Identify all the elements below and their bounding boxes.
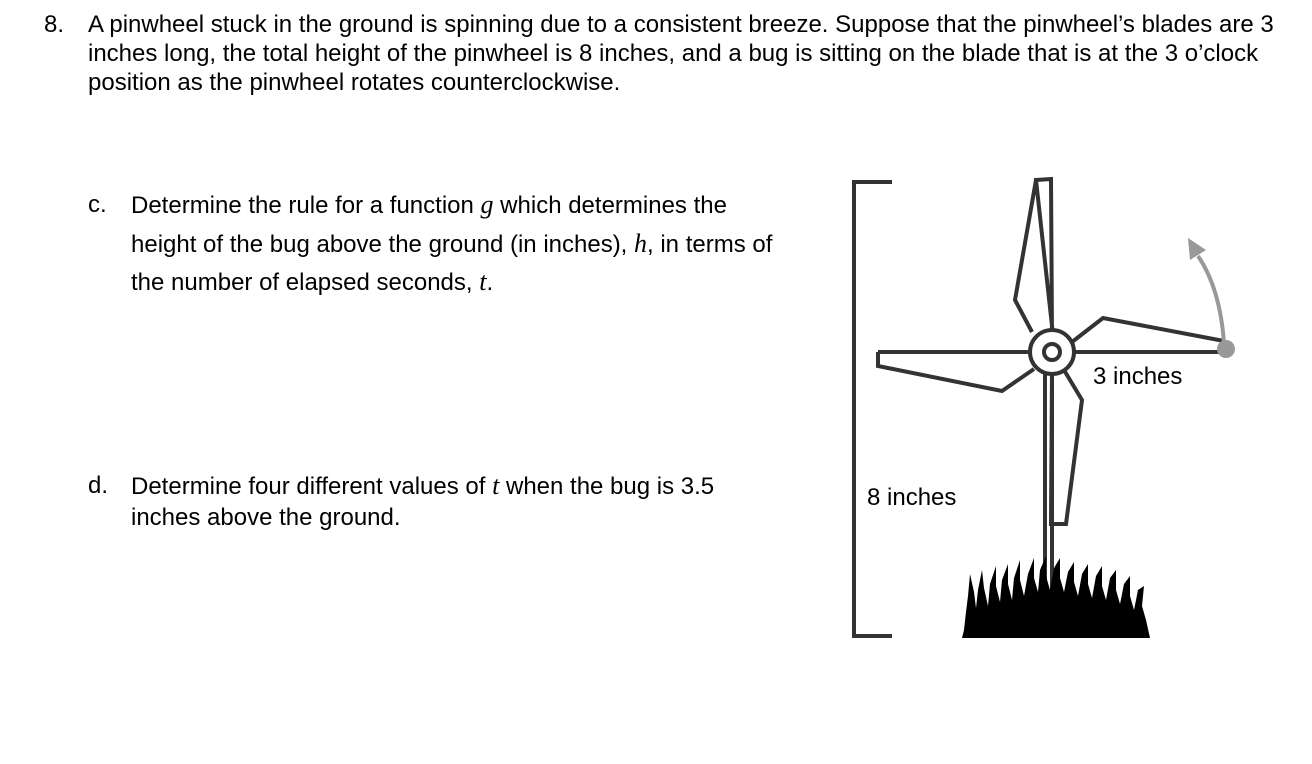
pinwheel-icon (878, 179, 1226, 612)
variable-t: t (479, 267, 487, 296)
part-d-text-1: Determine four different values of (131, 473, 493, 500)
part-c-text-1: Determine the rule for a function (131, 192, 481, 219)
problem-number: 8. (44, 11, 65, 38)
bug-dot-icon (1217, 340, 1235, 358)
variable-g: g (480, 190, 494, 219)
part-c-label: c. (88, 191, 107, 218)
blade-bottom (1051, 370, 1082, 524)
blade-length-label: 3 inches (1093, 363, 1183, 390)
part-c-text-2: which determines the height of the bug above the ground (in inches), (131, 192, 727, 258)
pinwheel-diagram (840, 160, 1260, 660)
variable-t: t (492, 471, 500, 500)
blade-top-flap (1015, 180, 1036, 332)
part-c-text-3: , in terms of the number of elapsed seconds, (131, 230, 773, 296)
total-height-label: 8 inches (867, 484, 957, 511)
pinwheel-figure (840, 160, 1260, 660)
part-d-label: d. (88, 472, 109, 499)
part-d-text-2: when the bug is 3.5 inches above the ground. (131, 473, 715, 531)
variable-h: h (634, 228, 648, 258)
blade-left-flap (878, 352, 1034, 391)
part-c-text (131, 186, 781, 302)
rotation-arrow-icon (1188, 238, 1224, 343)
pinwheel-hub-inner (1044, 344, 1060, 360)
part-c-text-4: . (486, 269, 494, 296)
part-d-text (131, 470, 781, 533)
height-bracket (854, 182, 892, 636)
problem-statement: A pinwheel stuck in the ground is spinning due to a consistent breeze. Suppose that the pinwheel’s blades are 3 inches long, the total height of the pinwheel is 8 inches, and a bug is sitting on the blade that is at the 3 o’clock position as the pinwheel rotates counterclockwise. (88, 11, 1274, 96)
blade-top (1036, 179, 1053, 335)
grass-icon (962, 556, 1150, 638)
blade-right-flap (1072, 318, 1224, 342)
